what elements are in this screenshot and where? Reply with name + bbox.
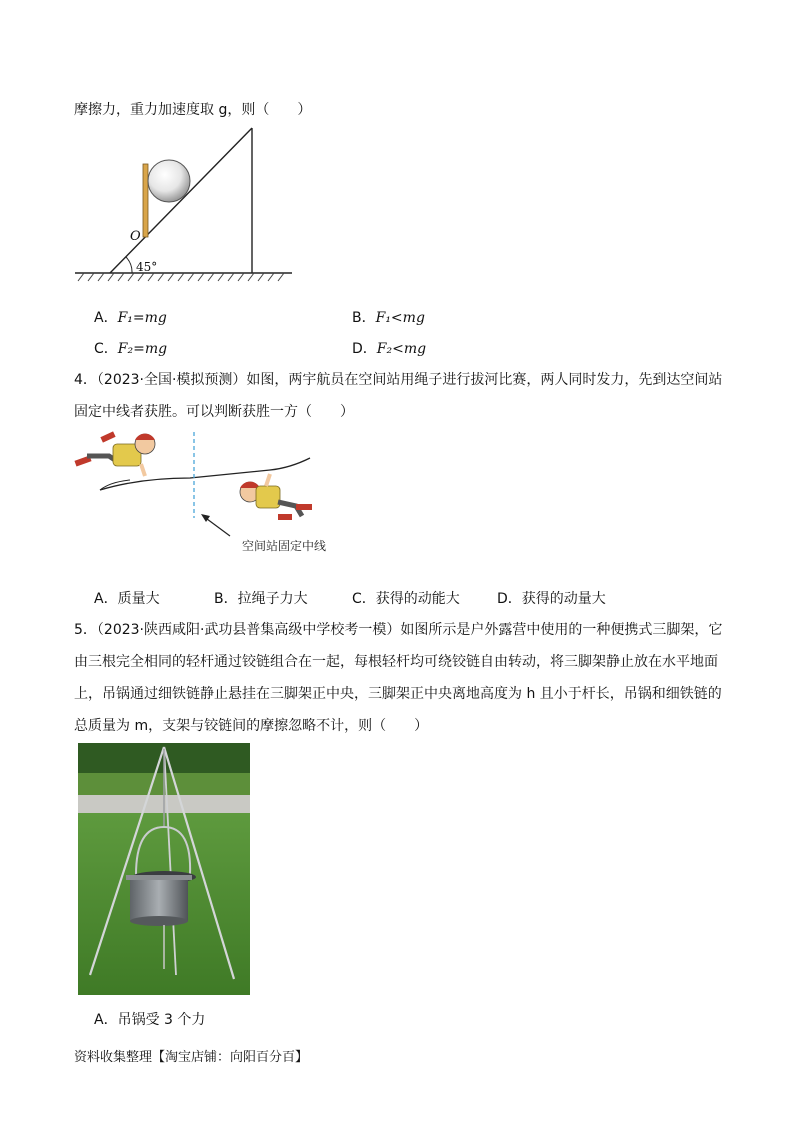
incline-figure [70, 122, 300, 282]
angle-arc [126, 257, 132, 273]
astronaut-left [74, 431, 155, 476]
label-angle: 45° [136, 260, 158, 274]
footer-source: 资料收集整理【淘宝店铺：向阳百分百】 [74, 1050, 309, 1065]
tug-of-war-figure [70, 428, 340, 558]
astronaut-right [240, 474, 312, 520]
q4-stem-line1: 4．（2023·全国·模拟预测）如图，两宇航员在空间站用绳子进行拔河比赛，两人同时发力，先到达空间站 [74, 372, 723, 388]
incline-line [110, 128, 252, 273]
q4-option-b[interactable]: B．拉绳子力大 [214, 591, 308, 607]
q4-option-c[interactable]: C．获得的动能大 [352, 591, 460, 607]
q3-option-b[interactable]: B．F₁<mg [352, 310, 425, 326]
q3-option-d[interactable]: D．F₂<mg [352, 341, 427, 357]
pot [130, 877, 188, 921]
label-o: O [130, 229, 141, 244]
q3-stem-tail: 摩擦力，重力加速度取 g，则（ ） [74, 102, 312, 118]
midline-label: 空间站固定中线 [242, 539, 327, 553]
q3-option-a[interactable]: A．F₁=mg [94, 310, 167, 326]
q5-stem-line3: 上，吊锅通过细铁链静止悬挂在三脚架正中央，三脚架正中央离地高度为 h 且小于杆长，吊锅和细铁链的 [74, 686, 722, 702]
q5-option-a[interactable]: A．吊锅受 3 个力 [94, 1012, 206, 1028]
q5-stem-line2: 由三根完全相同的轻杆通过铰链组合在一起，每根轻杆均可绕铰链自由转动，将三脚架静止放在水平地面 [74, 654, 718, 670]
q4-option-d[interactable]: D．获得的动量大 [497, 591, 606, 607]
q3-option-c[interactable]: C．F₂=mg [94, 341, 168, 357]
ball [148, 160, 190, 202]
tripod-photo [78, 743, 250, 995]
q5-stem-line1: 5．（2023·陕西咸阳·武功县普集高级中学校考一模）如图所示是户外露营中使用的一种便携式三脚架，它 [74, 622, 723, 638]
vertical-board [143, 164, 148, 237]
q5-stem-line4: 总质量为 m，支架与铰链间的摩擦忽略不计，则（ ） [74, 718, 429, 734]
q4-stem-line2: 固定中线者获胜。可以判断获胜一方（ ） [74, 404, 354, 420]
q4-option-a[interactable]: A．质量大 [94, 591, 160, 607]
